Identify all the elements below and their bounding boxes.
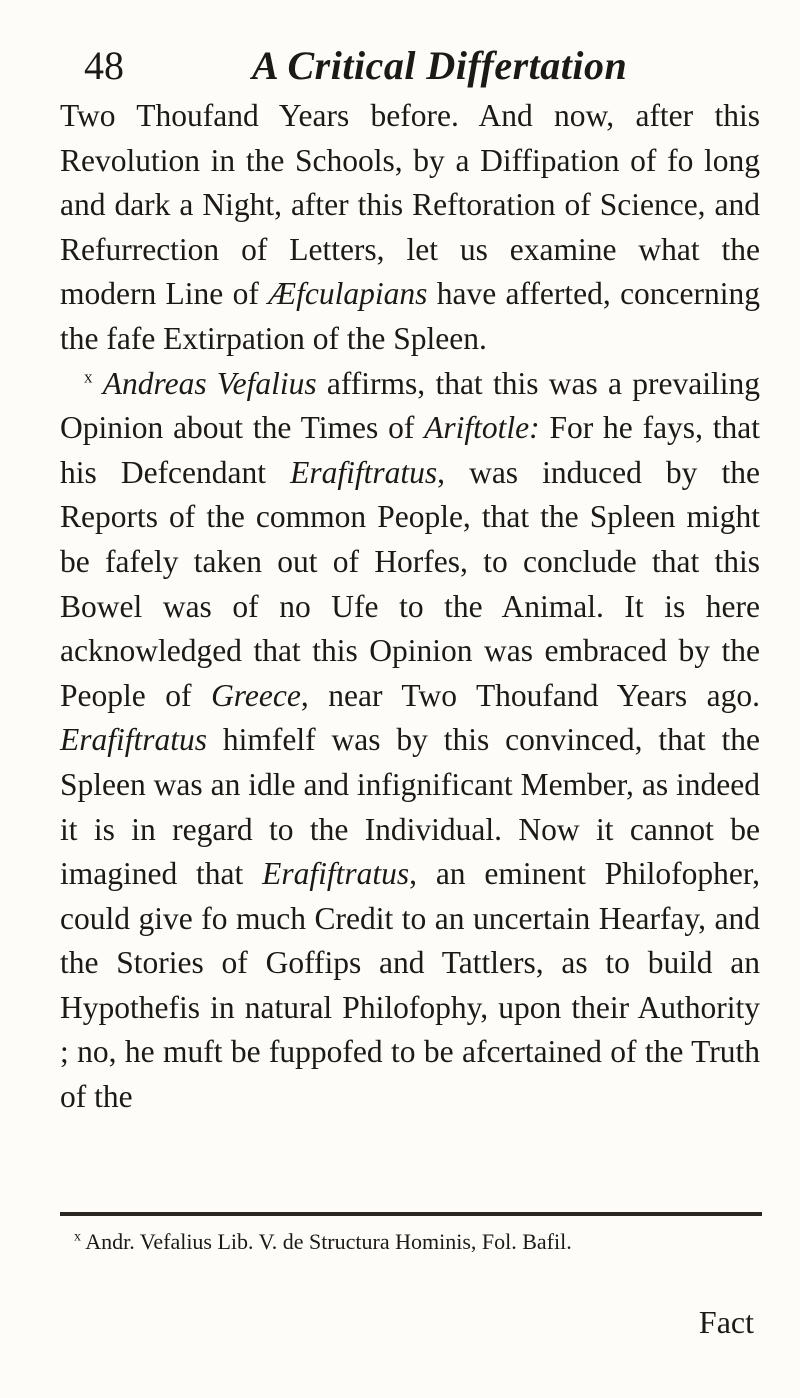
footnote-text: Andr. Vefalius Lib. V. de Structura Hominis, Fol. Bafil. [85, 1229, 572, 1254]
text-run: Two Thoufand Years before. And now, after this Revolution in the Schools, by a Diffipation of fo long and dark a Night, after this Reftoration of Science, and Refurrection of Letters, let us examine what the modern Line of [60, 98, 760, 312]
text-run: have afferted, concerning the fafe Extirpation of the Spleen. [60, 276, 761, 356]
page-header [84, 38, 740, 94]
text-run: , was induced by the Reports of the common People, that the Spleen might be fafely taken out of Horfes, to conclude that this Bowel was of no Ufe to the Animal. It is here acknowledged that this Opinion was embraced by the People of [60, 454, 760, 713]
footnote [74, 1228, 734, 1256]
italic-run: Erafiftratus [290, 454, 438, 490]
italic-run: Greece [211, 677, 301, 713]
italic-run: Erafiftratus [60, 722, 208, 758]
text-run: , an eminent Philofopher, could give fo much Credit to an uncertain Hearfay, and the Stories of Goffips and Tattlers, as to build an Hypothefis in natural Philofophy, upon their Authority ; no, he muft be fuppofed to be afcertained of the Truth of the [60, 856, 761, 1115]
paragraph-1 [60, 94, 760, 362]
italic-run: Andreas Vefalius [102, 365, 317, 401]
catchword: Fact [698, 1304, 754, 1340]
text-run: , near Two Thoufand Years ago. [300, 677, 760, 713]
page-number: 48 [84, 43, 124, 88]
italic-run: Erafiftratus [262, 856, 410, 892]
footnote-marker: x [74, 1229, 81, 1245]
text-run: himfelf was by this convinced, that the Spleen was an idle and infignificant Member, as indeed it is in regard to the Individual. Now it cannot be imagined that [60, 722, 760, 892]
text-run: For he fays, that his Defcendant [60, 410, 760, 490]
paragraph-2 [60, 362, 760, 1120]
italic-run: Ariftotle: [424, 410, 540, 446]
footnote-ref: x [84, 367, 93, 387]
body-text [60, 94, 760, 1120]
running-title: A Critical Differtation [252, 43, 628, 88]
footnote-divider [60, 1212, 762, 1216]
text-run: affirms, that this was a prevailing Opinion about the Times of [60, 365, 760, 446]
italic-run: Æfculapians [268, 276, 428, 312]
